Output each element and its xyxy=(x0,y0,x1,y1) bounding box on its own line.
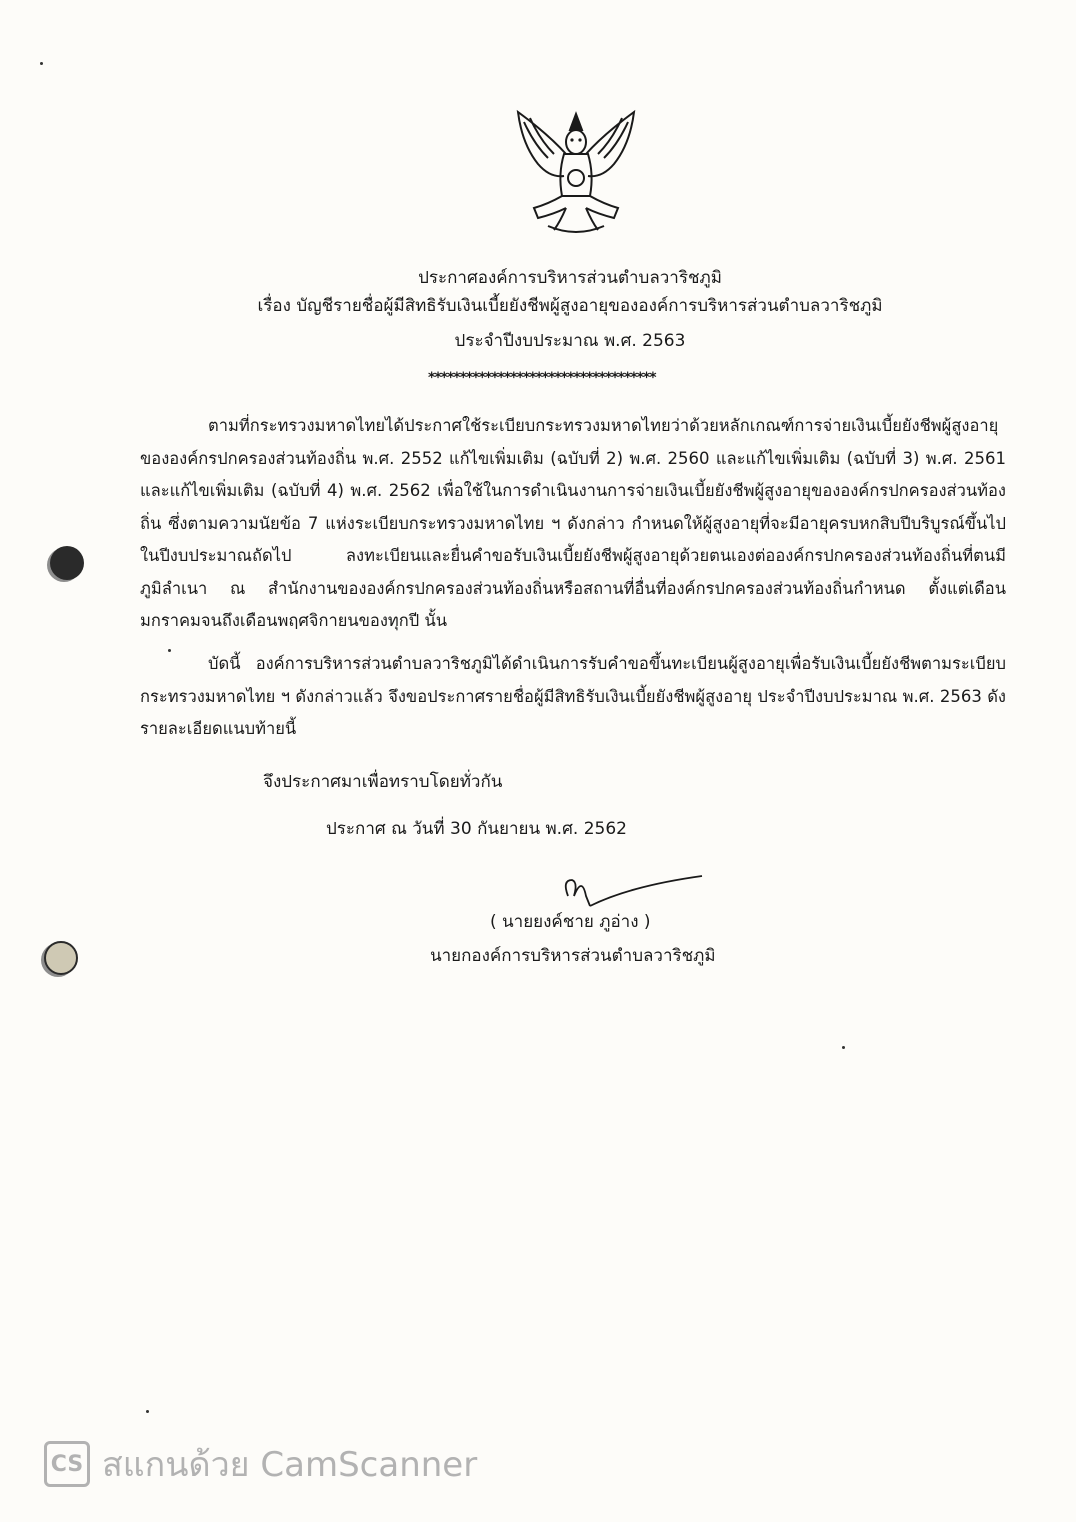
speck xyxy=(842,1046,845,1049)
date-line: ประกาศ ณ วันที่ 30 กันยายน พ.ศ. 2562 xyxy=(326,819,627,839)
body-paragraph-1: ตามที่กระทรวงมหาดไทยได้ประกาศใช้ระเบียบกระทรวงมหาดไทยว่าด้วยหลักเกณฑ์การจ่ายเงินเบี้ยยังชีพผู้สูงอายุขององค์กรปกครองส่วนท้องถิ่น พ.ศ. 2552 แก้ไขเพิ่มเติม (ฉบับที่ 2) พ.ศ. 2560 และแก้ไขเพิ่มเติม (ฉบับที่ 3) พ.ศ. 2561 และแก้ไขเพิ่มเติม (ฉบับที่ 4) พ.ศ. 2562 เพื่อใช้ในการดำเนินงานการจ่ายเงินเบี้ยยังชีพผู้สูงอายุขององค์กรปกครองส่วนท้องถิ่น ซึ่งตามความนัยข้อ 7 แห่งระเบียบกระทรวงมหาดไทย ฯ ดังกล่าว กำหนดให้ผู้สูงอายุที่จะมีอายุครบหกสิบปีบริบูรณ์ขึ้นไปในปีงบประมาณถัดไป ลงทะเบียนและยื่นคำขอรับเงินเบี้ยยังชีพผู้สูงอายุด้วยตนเองต่อองค์กรปกครองส่วนท้องถิ่นที่ตนมีภูมิลำเนา ณ สำนักงานขององค์กรปกครองส่วนท้องถิ่นหรือสถานที่อื่นที่องค์กรปกครองส่วนท้องถิ่นกำหนด ตั้งแต่เดือนมกราคมจนถึงเดือนพฤศจิกายนของทุกปี นั้น xyxy=(140,416,1006,630)
fiscal-year-line: ประจำปีงบประมาณ พ.ศ. 2563 xyxy=(454,331,686,351)
garuda-emblem-icon xyxy=(508,104,644,240)
closing-line: จึงประกาศมาเพื่อทราบโดยทั่วกัน xyxy=(263,772,503,792)
signatory-position: นายกองค์การบริหารส่วนตำบลวาริชภูมิ xyxy=(430,946,716,966)
speck xyxy=(146,1410,149,1413)
announcement-title: ประกาศองค์การบริหารส่วนตำบลวาริชภูมิ xyxy=(418,268,722,288)
announcement-subject: เรื่อง บัญชีรายชื่อผู้มีสิทธิรับเงินเบี้ยยังชีพผู้สูงอายุขององค์การบริหารส่วนตำบลวาริชภูมิ xyxy=(257,296,883,316)
punch-hole-top xyxy=(50,546,84,580)
punch-hole-bottom xyxy=(44,941,78,975)
speck xyxy=(168,649,171,652)
cs-logo-icon: CS xyxy=(44,1441,90,1487)
watermark-text: สแกนด้วย CamScanner xyxy=(102,1445,478,1485)
speck xyxy=(40,62,43,65)
signatory-name: ( นายยงค์ชาย ภูอ่าง ) xyxy=(490,912,651,932)
body-paragraph-2: บัดนี้ องค์การบริหารส่วนตำบลวาริชภูมิได้ดำเนินการรับคำขอขึ้นทะเบียนผู้สูงอายุเพื่อรับเงินเบี้ยยังชีพตามระเบียบกระทรวงมหาดไทย ฯ ดังกล่าวแล้ว จึงขอประกาศรายชื่อผู้มีสิทธิรับเงินเบี้ยยังชีพผู้สูงอายุ ประจำปีงบประมาณ พ.ศ. 2563 ดังรายละเอียดแนบท้ายนี้ xyxy=(140,654,1006,738)
separator-stars: ************************************ xyxy=(428,370,656,386)
camscanner-watermark xyxy=(44,1437,477,1491)
